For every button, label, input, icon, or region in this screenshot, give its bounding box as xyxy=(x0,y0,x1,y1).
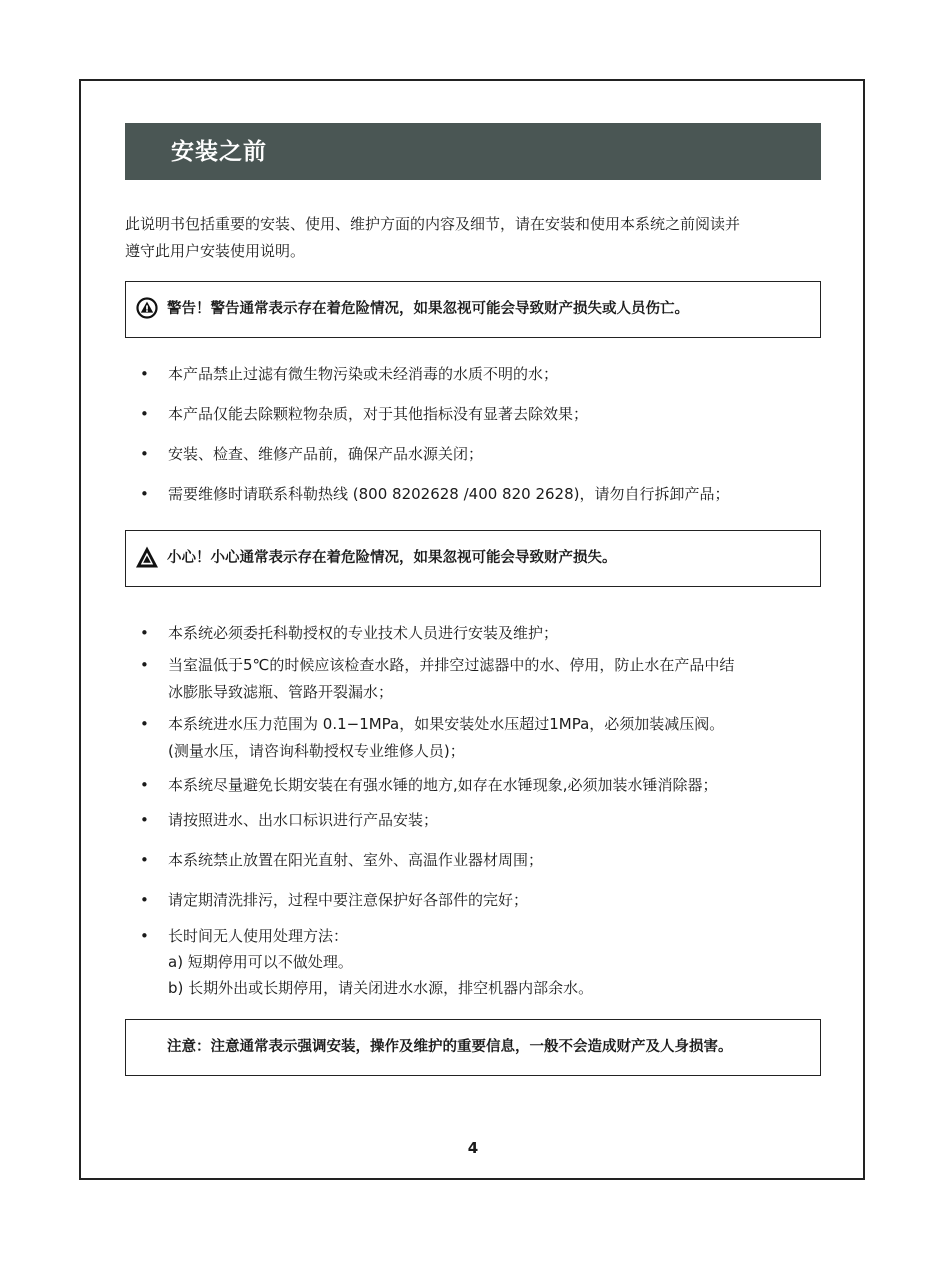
section-title: 安装之前 xyxy=(171,139,267,165)
list-item-sub-a: a) 短期停用可以不做处理。 xyxy=(168,953,353,971)
note-text: 注意：注意通常表示强调安装，操作及维护的重要信息，一般不会造成财产及人身损害。 xyxy=(167,1039,733,1055)
warning-text: 警告！警告通常表示存在着危险情况，如果忽视可能会导致财产损失或人员伤亡。 xyxy=(167,301,689,317)
list-item-text: 本系统尽量避免长期安装在有强水锤的地方,如存在水锤现象,必须加装水锤消除器； xyxy=(168,776,718,794)
list-item-text: 当室温低于5℃的时候应该检查水路，并排空过滤器中的水、停用，防止水在产品中结 xyxy=(168,656,735,674)
warning-box xyxy=(125,281,821,338)
intro-paragraph xyxy=(125,211,821,265)
intro-line-2: 遵守此用户安装使用说明。 xyxy=(125,242,306,260)
bullet-icon: • xyxy=(140,485,149,503)
bullet-icon: • xyxy=(140,656,149,674)
section-header xyxy=(125,123,821,180)
note-box xyxy=(125,1019,821,1076)
list-item-text: 本产品仅能去除颗粒物杂质，对于其他指标没有显著去除效果； xyxy=(168,405,589,423)
bullet-icon: • xyxy=(140,365,149,383)
bullet-icon: • xyxy=(140,445,149,463)
list-item-sub-b: b) 长期外出或长期停用，请关闭进水水源，排空机器内部余水。 xyxy=(168,979,594,997)
list-item-text: 本产品禁止过滤有微生物污染或未经消毒的水质不明的水； xyxy=(168,365,559,383)
bullet-icon: • xyxy=(140,851,149,869)
bullet-icon: • xyxy=(140,715,149,733)
bullet-icon: • xyxy=(140,405,149,423)
caution-text: 小心！小心通常表示存在着危险情况，如果忽视可能会导致财产损失。 xyxy=(167,550,617,566)
bullet-icon: • xyxy=(140,624,149,642)
page-number: 4 xyxy=(467,1139,479,1157)
bullet-icon: • xyxy=(140,927,149,945)
list-item-text: 本系统禁止放置在阳光直射、室外、高温作业器材周围； xyxy=(168,851,544,869)
caution-box xyxy=(125,530,821,587)
bullet-icon: • xyxy=(140,811,149,829)
bullet-icon: • xyxy=(140,891,149,909)
list-item-text-continued: 冰膨胀导致滤瓶、管路开裂漏水； xyxy=(168,683,394,701)
list-item-text: 长时间无人使用处理方法： xyxy=(168,927,349,945)
caution-triangle-icon xyxy=(135,545,159,569)
warning-circle-icon xyxy=(136,297,158,319)
list-item-text: 安装、检查、维修产品前，确保产品水源关闭； xyxy=(168,445,484,463)
list-item-text: 需要维修时请联系科勒热线 (800 8202628 /400 820 2628)，请勿自行拆卸产品； xyxy=(168,485,730,503)
list-item-text: 本系统必须委托科勒授权的专业技术人员进行安装及维护； xyxy=(168,624,559,642)
list-item-text: 本系统进水压力范围为 0.1−1MPa，如果安装处水压超过1MPa，必须加装减压阀。 xyxy=(168,715,725,733)
list-item-text-continued: (测量水压，请咨询科勒授权专业维修人员)； xyxy=(168,742,465,760)
list-item-text: 请定期清洗排污，过程中要注意保护好各部件的完好； xyxy=(168,891,529,909)
intro-line-1: 此说明书包括重要的安装、使用、维护方面的内容及细节，请在安装和使用本系统之前阅读并 xyxy=(125,215,741,233)
bullet-icon: • xyxy=(140,776,149,794)
list-item-text: 请按照进水、出水口标识进行产品安装； xyxy=(168,811,439,829)
